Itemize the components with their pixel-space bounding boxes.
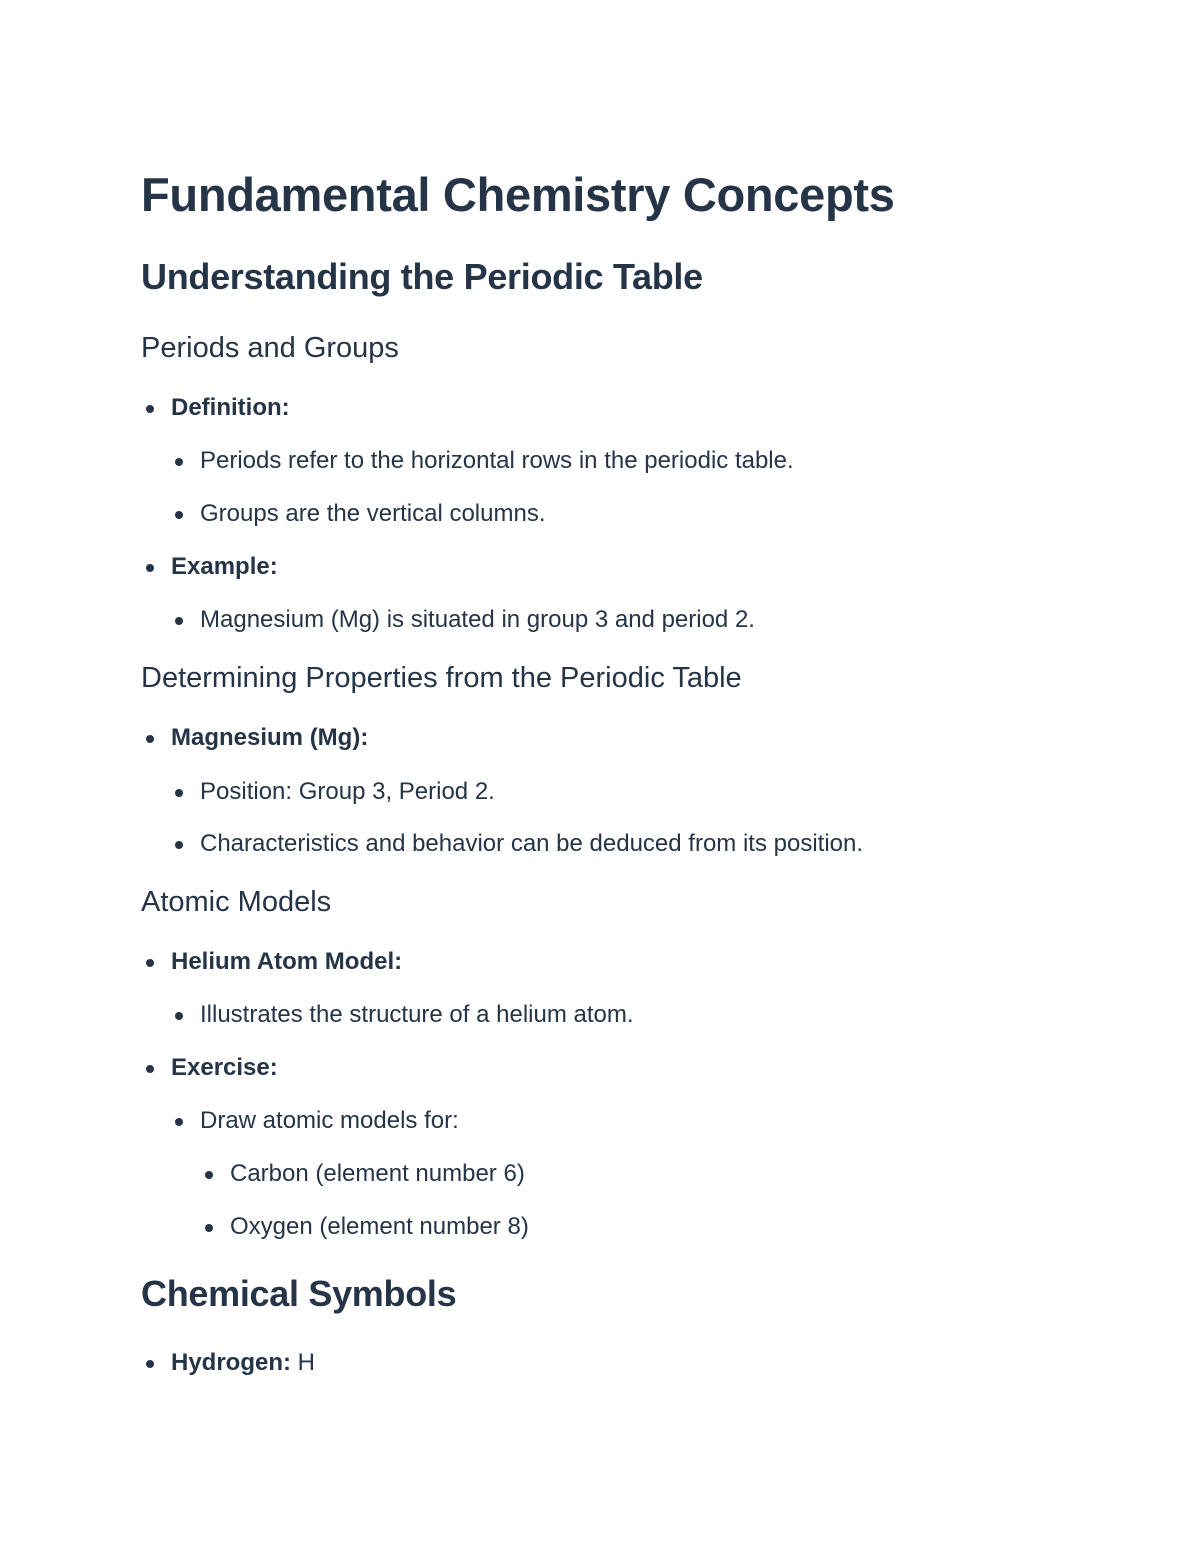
bullet-icon: [146, 735, 154, 743]
list-item: [200, 1000, 634, 1030]
subsection-heading-atomic-models: Atomic Models: [141, 886, 332, 918]
bullet-icon: [146, 959, 154, 967]
bullet-icon: [175, 789, 183, 797]
bullet-icon: [175, 841, 183, 849]
bullet-icon: [146, 1065, 154, 1073]
list-item: [200, 829, 863, 859]
list-item: [200, 777, 495, 807]
bullet-icon: [146, 1360, 154, 1368]
list-item: [171, 1053, 278, 1083]
subsection-heading-periods-groups: Periods and Groups: [141, 332, 399, 364]
list-item-text: Illustrates the structure of a helium atom.: [200, 1001, 634, 1028]
list-item-label: Definition:: [171, 394, 290, 421]
list-item: [171, 723, 368, 753]
bullet-icon: [146, 564, 154, 572]
list-item: [200, 1106, 459, 1136]
list-item: [200, 446, 794, 476]
bullet-icon: [175, 617, 183, 625]
page-title: Fundamental Chemistry Concepts: [141, 168, 895, 221]
list-item: [171, 1348, 315, 1378]
list-item-label: Magnesium (Mg):: [171, 724, 369, 751]
section-heading-chemical-symbols: Chemical Symbols: [141, 1273, 457, 1314]
list-item-label: Hydrogen:: [171, 1349, 291, 1376]
bullet-icon: [175, 511, 183, 519]
list-item-label: Exercise:: [171, 1054, 278, 1081]
list-item-text: Magnesium (Mg) is situated in group 3 and period 2.: [200, 606, 755, 633]
bullet-icon: [175, 458, 183, 466]
list-item: [171, 552, 278, 582]
list-item: [230, 1212, 529, 1242]
bullet-icon: [146, 405, 154, 413]
list-item: [200, 605, 755, 635]
list-item-text: Characteristics and behavior can be deduced from its position.: [200, 830, 864, 857]
bullet-icon: [175, 1118, 183, 1126]
subsection-heading-determining-properties: Determining Properties from the Periodic Table: [141, 662, 742, 694]
list-item-text: Oxygen (element number 8): [230, 1213, 529, 1240]
list-item-value: H: [291, 1349, 315, 1376]
list-item-text: Carbon (element number 6): [230, 1160, 525, 1187]
list-item-text: Position: Group 3, Period 2.: [200, 778, 495, 805]
list-item: [200, 499, 545, 529]
list-item-text: Draw atomic models for:: [200, 1107, 459, 1134]
list-item-text: Groups are the vertical columns.: [200, 500, 546, 527]
bullet-icon: [205, 1171, 213, 1179]
list-item-label: Helium Atom Model:: [171, 948, 403, 975]
list-item: [171, 947, 402, 977]
list-item-label: Example:: [171, 553, 278, 580]
list-item: [230, 1159, 525, 1189]
bullet-icon: [175, 1012, 183, 1020]
bullet-icon: [205, 1224, 213, 1232]
section-heading-periodic-table: Understanding the Periodic Table: [141, 256, 703, 297]
list-item: [171, 393, 290, 423]
list-item-text: Periods refer to the horizontal rows in the periodic table.: [200, 447, 794, 474]
